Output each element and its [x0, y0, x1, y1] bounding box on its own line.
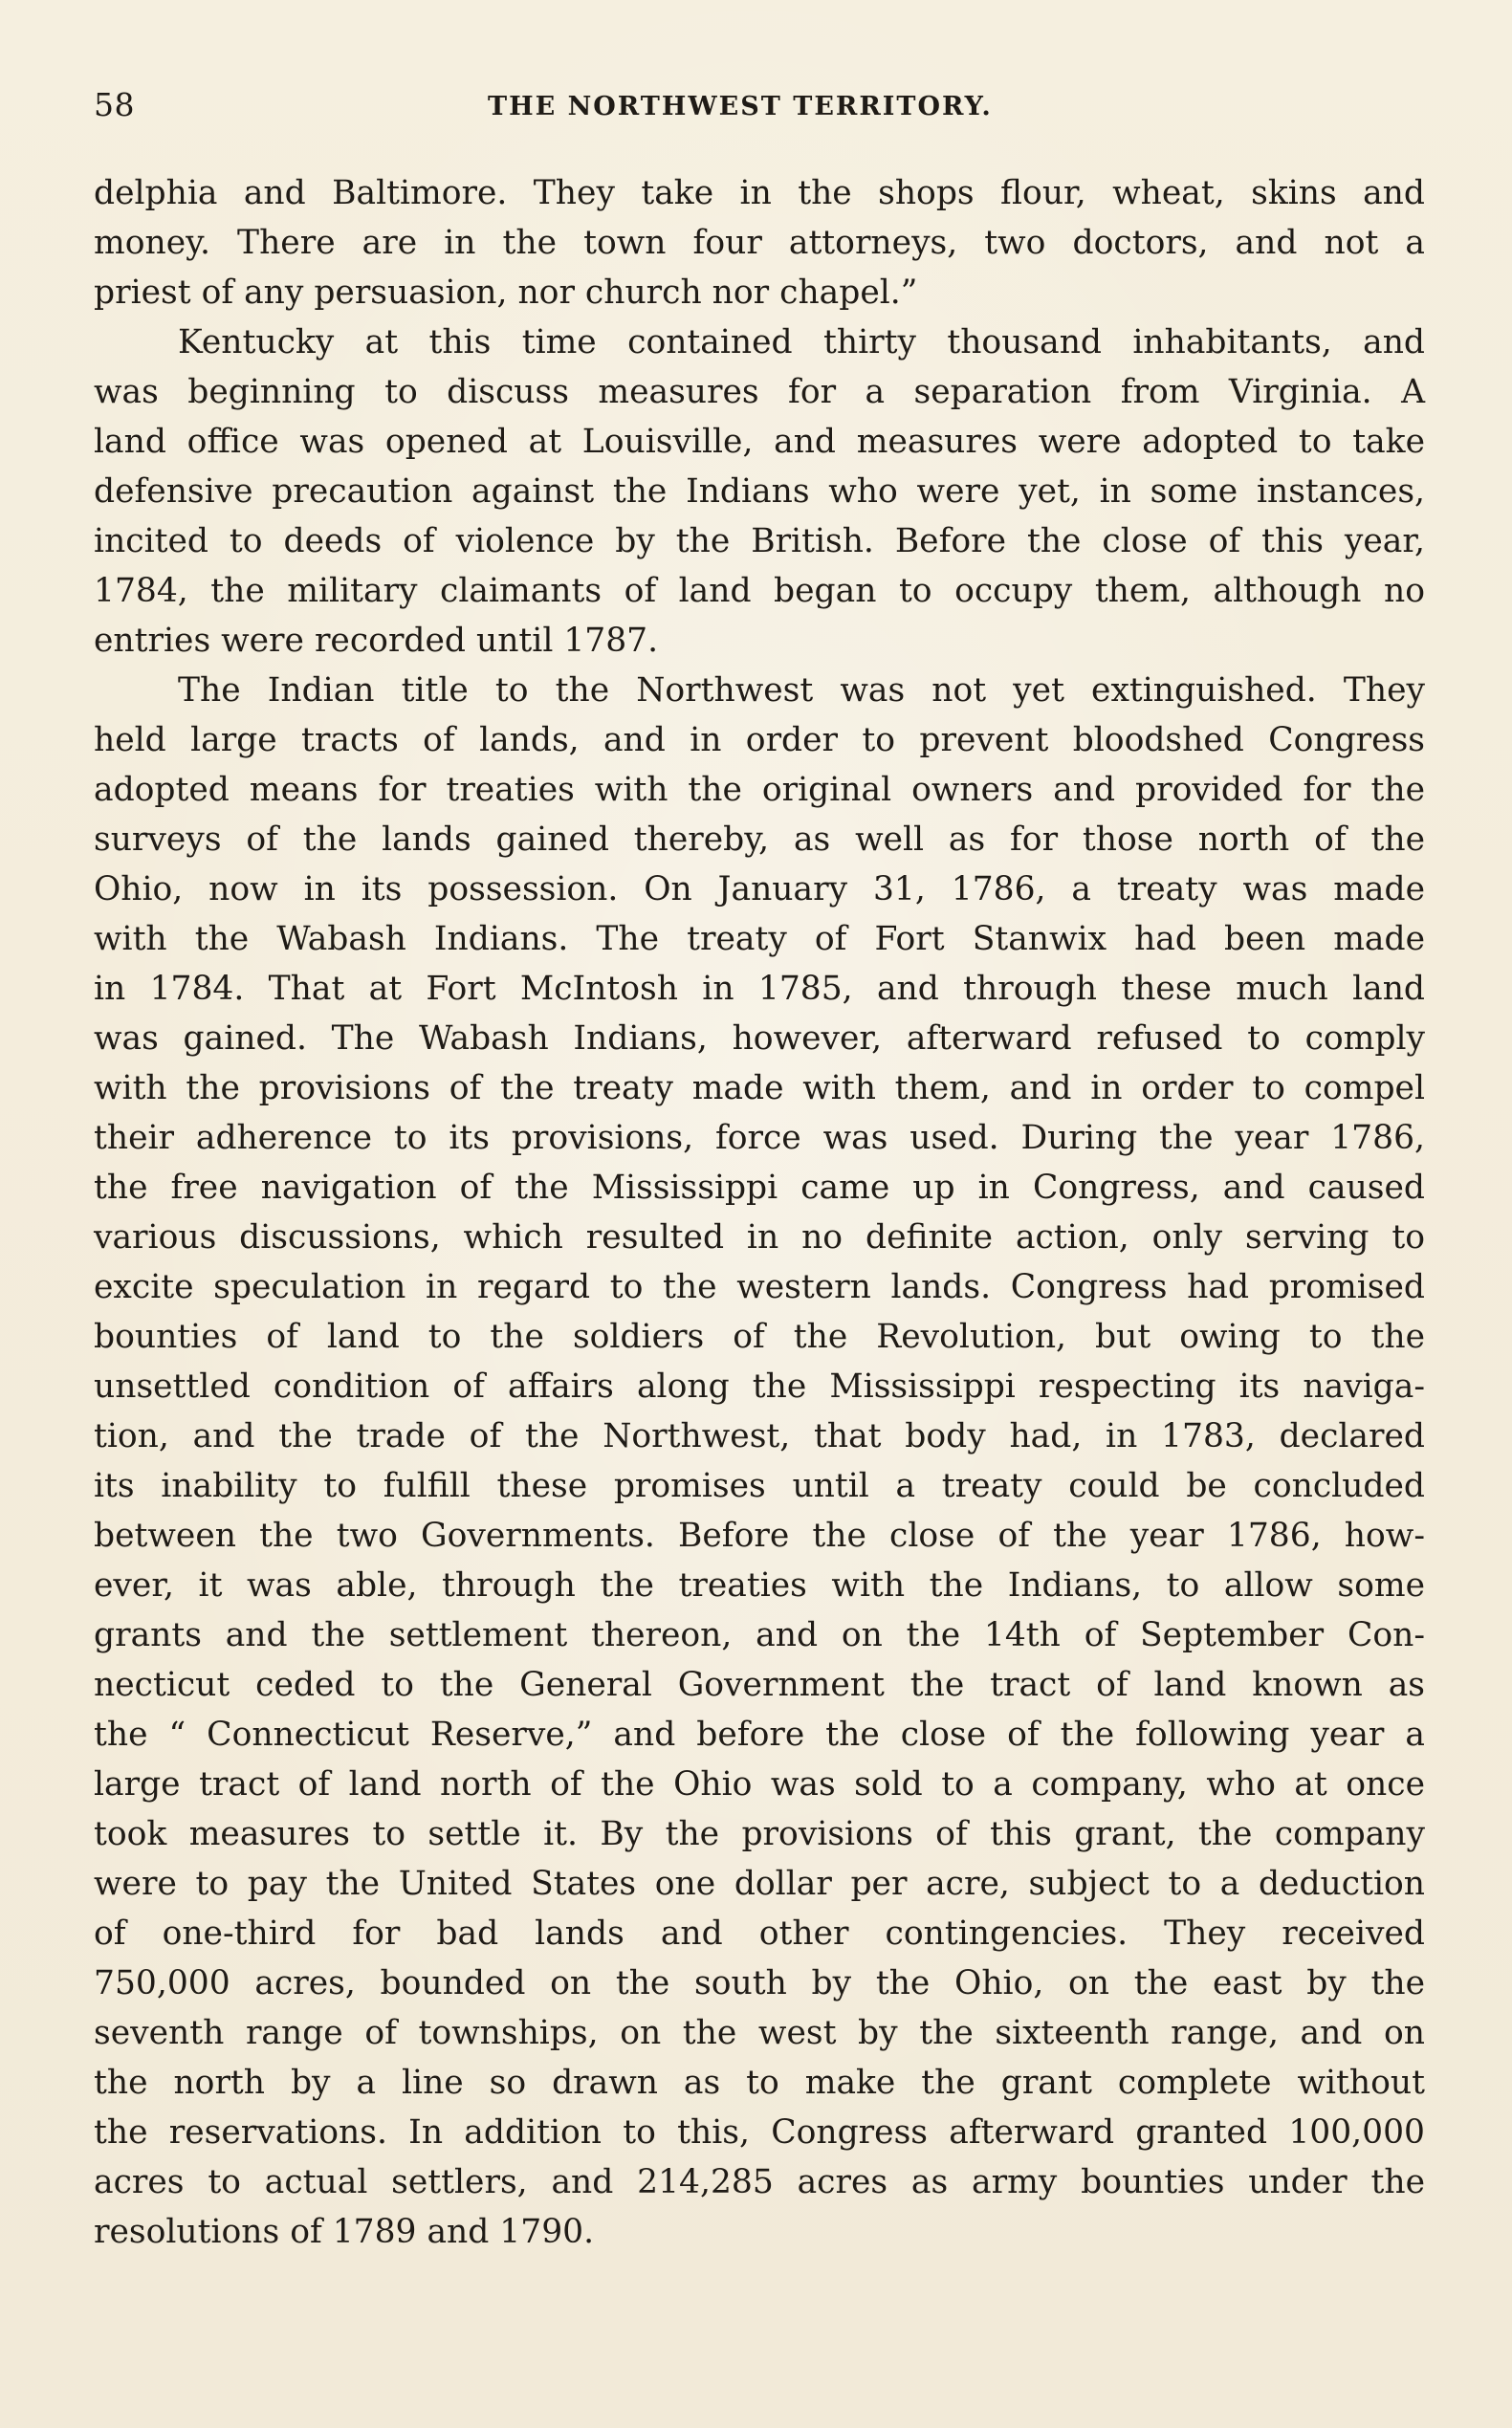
text-line: priest of any persuasion, nor church nor chapel.”	[94, 273, 918, 312]
text-line: was gained. The Wabash Indians, however, afterward refused to comply	[94, 1019, 1425, 1058]
text-line: the north by a line so drawn as to make the grant complete without	[94, 2064, 1425, 2102]
text-line: tion, and the trade of the Northwest, that body had, in 1783, declared	[94, 1417, 1425, 1455]
text-line: various discussions, which resulted in no definite action, only serving to	[94, 1218, 1425, 1257]
text-line: the reservations. In addition to this, Congress afterward granted 100,000	[94, 2113, 1425, 2152]
text-line: ever, it was able, through the treaties with the Indians, to allow some	[94, 1566, 1425, 1605]
text-line: was beginning to discuss measures for a separation from Virginia. A	[94, 373, 1425, 411]
text-line: acres to actual settlers, and 214,285 acres as army bounties under the	[94, 2163, 1425, 2201]
text-line: excite speculation in regard to the western lands. Congress had promised	[94, 1268, 1425, 1306]
page-number: 58	[94, 86, 135, 123]
text-line: were to pay the United States one dollar per acre, subject to a deduction	[94, 1865, 1425, 1903]
body-text	[94, 168, 1425, 2257]
text-line: land office was opened at Louisville, and measures were adopted to take	[94, 423, 1425, 461]
text-line: bounties of land to the soldiers of the Revolution, but owing to the	[94, 1318, 1425, 1356]
text-line: the “ Connecticut Reserve,” and before the close of the following year a	[94, 1716, 1425, 1754]
text-line: of one-third for bad lands and other contingencies. They received	[94, 1914, 1425, 1953]
text-line: incited to deeds of violence by the British. Before the close of this year,	[94, 522, 1425, 560]
text-line: Kentucky at this time contained thirty thousand inhabitants, and	[178, 323, 1425, 361]
text-line: adopted means for treaties with the original owners and provided for the	[94, 771, 1425, 809]
text-line: entries were recorded until 1787.	[94, 622, 659, 660]
text-line: their adherence to its provisions, force was used. During the year 1786,	[94, 1119, 1425, 1157]
text-line: large tract of land north of the Ohio was sold to a company, who at once	[94, 1765, 1425, 1804]
text-line: in 1784. That at Fort McIntosh in 1785, and through these much land	[94, 970, 1425, 1008]
text-line: money. There are in the town four attorneys, two doctors, and not a	[94, 224, 1425, 262]
text-line: resolutions of 1789 and 1790.	[94, 2213, 595, 2251]
text-line: held large tracts of lands, and in order to prevent bloodshed Congress	[94, 721, 1425, 759]
text-line: The Indian title to the Northwest was not yet extinguished. They	[178, 671, 1425, 710]
text-line: took measures to settle it. By the provisions of this grant, the company	[94, 1815, 1425, 1853]
text-line: unsettled condition of affairs along the Mississippi respecting its naviga-	[94, 1367, 1425, 1406]
text-line: necticut ceded to the General Government the tract of land known as	[94, 1666, 1425, 1704]
text-line: grants and the settlement thereon, and on the 14th of September Con-	[94, 1616, 1425, 1654]
running-title: THE NORTHWEST TERRITORY.	[488, 92, 993, 121]
text-line: with the Wabash Indians. The treaty of Fort Stanwix had been made	[94, 920, 1425, 958]
text-line: between the two Governments. Before the close of the year 1786, how-	[94, 1517, 1425, 1555]
text-line: Ohio, now in its possession. On January 31, 1786, a treaty was made	[94, 870, 1425, 908]
text-line: defensive precaution against the Indians who were yet, in some instances,	[94, 472, 1425, 511]
text-line: 1784, the military claimants of land began to occupy them, although no	[94, 572, 1425, 610]
running-head	[94, 84, 1425, 126]
text-line: surveys of the lands gained thereby, as well as for those north of the	[94, 820, 1425, 859]
text-line: with the provisions of the treaty made with them, and in order to compel	[94, 1069, 1425, 1107]
text-line: 750,000 acres, bounded on the south by the Ohio, on the east by the	[94, 1964, 1425, 2002]
text-line: its inability to fulfill these promises until a treaty could be concluded	[94, 1467, 1425, 1505]
text-line: the free navigation of the Mississippi came up in Congress, and caused	[94, 1169, 1425, 1207]
text-line: seventh range of townships, on the west by the sixteenth range, and on	[94, 2014, 1425, 2052]
text-line: delphia and Baltimore. They take in the shops flour, wheat, skins and	[94, 174, 1425, 212]
